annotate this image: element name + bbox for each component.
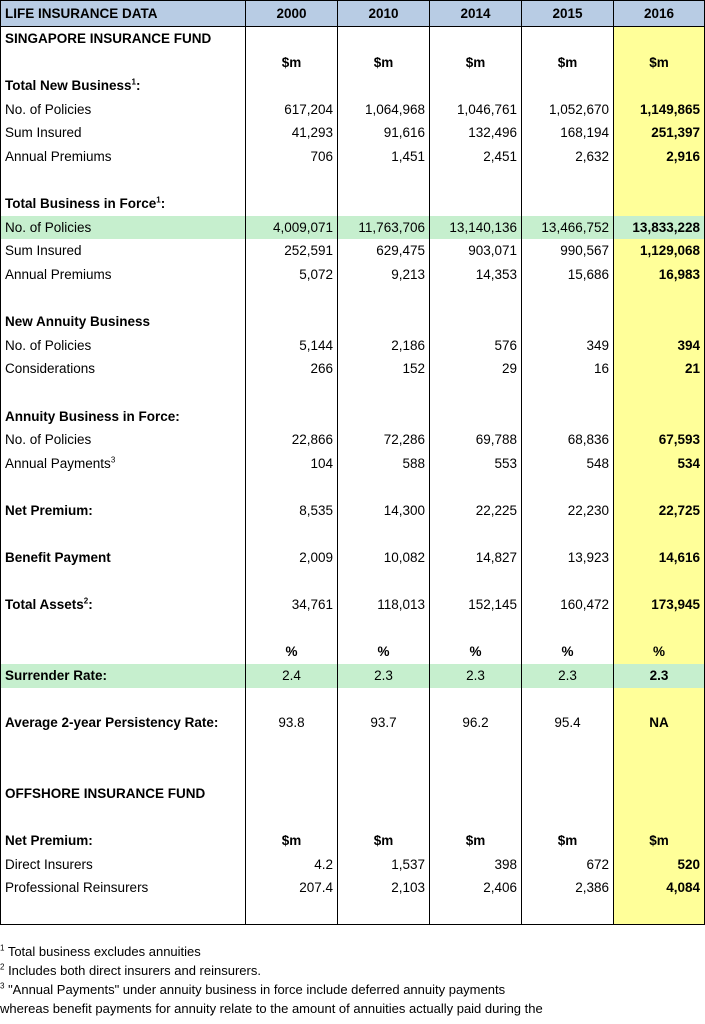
cell-2016 — [614, 310, 705, 334]
row-label — [1, 169, 246, 193]
table-row — [1, 239, 705, 263]
cell-2016 — [614, 27, 705, 51]
cell-2015: 168,194 — [522, 121, 614, 145]
cell-2000 — [246, 287, 338, 311]
cell-2000 — [246, 74, 338, 98]
footnotes — [0, 942, 705, 1018]
cell-2016: $m — [614, 829, 705, 853]
cell-2015 — [522, 782, 614, 806]
cell-2014: 903,071 — [430, 239, 522, 263]
table-title: LIFE INSURANCE DATA — [1, 1, 246, 27]
cell-2010: 1,064,968 — [338, 98, 430, 122]
table-row — [1, 51, 705, 75]
cell-2015 — [522, 806, 614, 830]
cell-2014: 2,406 — [430, 876, 522, 900]
table-row — [1, 74, 705, 98]
row-label: Total Business in Force$^1$: — [1, 192, 246, 216]
row-label: Average 2-year Persistency Rate: — [1, 711, 246, 735]
year-header: 2000 — [246, 1, 338, 27]
cell-2010 — [338, 688, 430, 712]
table-row — [1, 263, 705, 287]
cell-2015: 2.3 — [522, 664, 614, 688]
cell-2016: 173,945 — [614, 593, 705, 617]
cell-2015: 22,230 — [522, 499, 614, 523]
cell-2014 — [430, 735, 522, 759]
cell-2000: 34,761 — [246, 593, 338, 617]
table-row — [1, 381, 705, 405]
cell-2014 — [430, 405, 522, 429]
year-header: 2015 — [522, 1, 614, 27]
table-row — [1, 570, 705, 594]
cell-2015: 1,052,670 — [522, 98, 614, 122]
cell-2014: 2,451 — [430, 145, 522, 169]
cell-2014 — [430, 806, 522, 830]
cell-2010 — [338, 570, 430, 594]
cell-2010 — [338, 735, 430, 759]
table-row — [1, 27, 705, 51]
row-label: Professional Reinsurers — [1, 876, 246, 900]
cell-2000 — [246, 782, 338, 806]
row-label — [1, 735, 246, 759]
table-row — [1, 688, 705, 712]
cell-2014 — [430, 381, 522, 405]
cell-2016 — [614, 475, 705, 499]
cell-2015 — [522, 758, 614, 782]
cell-2000: 41,293 — [246, 121, 338, 145]
row-label: SINGAPORE INSURANCE FUND — [1, 27, 246, 51]
cell-2010: % — [338, 640, 430, 664]
table-row — [1, 310, 705, 334]
row-label: Annual Premiums — [1, 263, 246, 287]
table-row — [1, 98, 705, 122]
cell-2014: % — [430, 640, 522, 664]
table-row — [1, 782, 705, 806]
cell-2014 — [430, 900, 522, 924]
row-label: No. of Policies — [1, 98, 246, 122]
row-label: No. of Policies — [1, 428, 246, 452]
cell-2000: 706 — [246, 145, 338, 169]
cell-2016: 2,916 — [614, 145, 705, 169]
table-row — [1, 617, 705, 641]
cell-2015: 349 — [522, 334, 614, 358]
cell-2000: 207.4 — [246, 876, 338, 900]
cell-2016: 2.3 — [614, 664, 705, 688]
cell-2015 — [522, 522, 614, 546]
table-row — [1, 876, 705, 900]
table-row — [1, 735, 705, 759]
cell-2014: 14,353 — [430, 263, 522, 287]
cell-2000 — [246, 405, 338, 429]
cell-2015: 2,632 — [522, 145, 614, 169]
row-label: No. of Policies — [1, 216, 246, 240]
cell-2010 — [338, 192, 430, 216]
cell-2016: 13,833,228 — [614, 216, 705, 240]
cell-2015: $m — [522, 51, 614, 75]
cell-2015 — [522, 169, 614, 193]
table-body — [1, 27, 705, 925]
table-row — [1, 428, 705, 452]
cell-2016: 394 — [614, 334, 705, 358]
cell-2015 — [522, 27, 614, 51]
cell-2014 — [430, 475, 522, 499]
table-row — [1, 452, 705, 476]
row-label: Sum Insured — [1, 121, 246, 145]
table-row — [1, 758, 705, 782]
cell-2010: 10,082 — [338, 546, 430, 570]
cell-2014 — [430, 74, 522, 98]
cell-2016 — [614, 169, 705, 193]
cell-2016 — [614, 287, 705, 311]
table-row — [1, 829, 705, 853]
year-header: 2010 — [338, 1, 430, 27]
cell-2016: $m — [614, 51, 705, 75]
cell-2016 — [614, 381, 705, 405]
footnote-marker: 2 — [83, 596, 89, 606]
cell-2016: 16,983 — [614, 263, 705, 287]
table-row — [1, 334, 705, 358]
cell-2016 — [614, 735, 705, 759]
cell-2015 — [522, 287, 614, 311]
cell-2016 — [614, 405, 705, 429]
row-label: Considerations — [1, 357, 246, 381]
table-row — [1, 475, 705, 499]
cell-2016 — [614, 522, 705, 546]
cell-2010 — [338, 475, 430, 499]
cell-2016 — [614, 782, 705, 806]
cell-2010: 9,213 — [338, 263, 430, 287]
cell-2014 — [430, 688, 522, 712]
cell-2016: 67,593 — [614, 428, 705, 452]
row-label — [1, 758, 246, 782]
cell-2010: 629,475 — [338, 239, 430, 263]
row-label: Net Premium: — [1, 829, 246, 853]
row-label — [1, 900, 246, 924]
cell-2010: 14,300 — [338, 499, 430, 523]
cell-2015 — [522, 688, 614, 712]
cell-2016: NA — [614, 711, 705, 735]
cell-2000: 2.4 — [246, 664, 338, 688]
row-label — [1, 806, 246, 830]
row-label: Benefit Payment — [1, 546, 246, 570]
cell-2000 — [246, 169, 338, 193]
cell-2000: 22,866 — [246, 428, 338, 452]
cell-2015: 2,386 — [522, 876, 614, 900]
footnote: $^2$ Includes both direct insurers and reinsurers. — [0, 962, 261, 978]
row-label — [1, 688, 246, 712]
cell-2016: 14,616 — [614, 546, 705, 570]
cell-2000: $m — [246, 51, 338, 75]
row-label — [1, 287, 246, 311]
row-label: Annual Premiums — [1, 145, 246, 169]
table-row — [1, 287, 705, 311]
cell-2016: 21 — [614, 357, 705, 381]
cell-2016: 534 — [614, 452, 705, 476]
cell-2010 — [338, 287, 430, 311]
cell-2010 — [338, 27, 430, 51]
row-label — [1, 51, 246, 75]
footnote-marker: 3 — [110, 455, 116, 465]
cell-2015 — [522, 405, 614, 429]
cell-2000 — [246, 688, 338, 712]
cell-2010: 588 — [338, 452, 430, 476]
cell-2015: 548 — [522, 452, 614, 476]
row-label — [1, 522, 246, 546]
table-row — [1, 853, 705, 877]
row-label: Annual Payments$^3$ — [1, 452, 246, 476]
cell-2010 — [338, 405, 430, 429]
year-header: 2014 — [430, 1, 522, 27]
cell-2015: 160,472 — [522, 593, 614, 617]
cell-2000: $m — [246, 829, 338, 853]
row-label: Sum Insured — [1, 239, 246, 263]
cell-2015: 990,567 — [522, 239, 614, 263]
cell-2014 — [430, 27, 522, 51]
cell-2010 — [338, 782, 430, 806]
cell-2014 — [430, 522, 522, 546]
cell-2000: 252,591 — [246, 239, 338, 263]
table-row — [1, 192, 705, 216]
footnote-marker: 1 — [131, 77, 136, 87]
table-row — [1, 664, 705, 688]
cell-2010: 2,186 — [338, 334, 430, 358]
cell-2000 — [246, 310, 338, 334]
cell-2000: 8,535 — [246, 499, 338, 523]
cell-2000 — [246, 758, 338, 782]
cell-2015: 68,836 — [522, 428, 614, 452]
cell-2015 — [522, 475, 614, 499]
cell-2010: 91,616 — [338, 121, 430, 145]
cell-2015: $m — [522, 829, 614, 853]
cell-2000 — [246, 900, 338, 924]
cell-2016 — [614, 192, 705, 216]
cell-2000 — [246, 522, 338, 546]
table-row — [1, 145, 705, 169]
table-row — [1, 546, 705, 570]
row-label: Annuity Business in Force: — [1, 405, 246, 429]
cell-2014: 69,788 — [430, 428, 522, 452]
footnote: $^3$ "Annual Payments" under annuity business in force include deferred annuity payments — [0, 981, 506, 997]
table-row — [1, 169, 705, 193]
footnote: $^1$ Total business excludes annuities — [0, 943, 201, 959]
cell-2000: 2,009 — [246, 546, 338, 570]
cell-2015 — [522, 74, 614, 98]
cell-2010: $m — [338, 51, 430, 75]
cell-2000: % — [246, 640, 338, 664]
cell-2010: 2.3 — [338, 664, 430, 688]
cell-2016 — [614, 570, 705, 594]
row-label — [1, 617, 246, 641]
cell-2000: 104 — [246, 452, 338, 476]
cell-2016 — [614, 900, 705, 924]
cell-2000 — [246, 475, 338, 499]
cell-2010: 1,451 — [338, 145, 430, 169]
cell-2010: 1,537 — [338, 853, 430, 877]
row-label — [1, 475, 246, 499]
row-label: Direct Insurers — [1, 853, 246, 877]
cell-2015: 15,686 — [522, 263, 614, 287]
cell-2010 — [338, 381, 430, 405]
row-label — [1, 381, 246, 405]
row-label: No. of Policies — [1, 334, 246, 358]
cell-2015: 95.4 — [522, 711, 614, 735]
row-label: Surrender Rate: — [1, 664, 246, 688]
cell-2016 — [614, 806, 705, 830]
cell-2015: % — [522, 640, 614, 664]
cell-2014 — [430, 192, 522, 216]
cell-2014: 22,225 — [430, 499, 522, 523]
cell-2010 — [338, 522, 430, 546]
cell-2014 — [430, 169, 522, 193]
cell-2010 — [338, 169, 430, 193]
cell-2000: 5,144 — [246, 334, 338, 358]
cell-2014: 14,827 — [430, 546, 522, 570]
cell-2010: 2,103 — [338, 876, 430, 900]
cell-2015 — [522, 735, 614, 759]
row-label — [1, 570, 246, 594]
cell-2014: 96.2 — [430, 711, 522, 735]
cell-2010 — [338, 806, 430, 830]
cell-2010 — [338, 74, 430, 98]
cell-2014 — [430, 287, 522, 311]
cell-2014: $m — [430, 51, 522, 75]
cell-2014: 152,145 — [430, 593, 522, 617]
cell-2016 — [614, 617, 705, 641]
table-row — [1, 499, 705, 523]
cell-2015: 16 — [522, 357, 614, 381]
footnote-marker: 1 — [156, 195, 161, 205]
cell-2010 — [338, 900, 430, 924]
table-row — [1, 405, 705, 429]
cell-2016 — [614, 688, 705, 712]
cell-2010: $m — [338, 829, 430, 853]
cell-2016: 1,129,068 — [614, 239, 705, 263]
cell-2000 — [246, 806, 338, 830]
cell-2014 — [430, 617, 522, 641]
cell-2016: 4,084 — [614, 876, 705, 900]
cell-2016: 251,397 — [614, 121, 705, 145]
cell-2014: 132,496 — [430, 121, 522, 145]
cell-2016: % — [614, 640, 705, 664]
table-row — [1, 121, 705, 145]
cell-2015 — [522, 570, 614, 594]
table-row — [1, 216, 705, 240]
row-label: Total Assets$^2$: — [1, 593, 246, 617]
cell-2016: 1,149,865 — [614, 98, 705, 122]
cell-2000: 617,204 — [246, 98, 338, 122]
table-row — [1, 640, 705, 664]
cell-2000: 4.2 — [246, 853, 338, 877]
row-label: Total New Business$^1$: — [1, 74, 246, 98]
table-row — [1, 522, 705, 546]
cell-2000 — [246, 27, 338, 51]
cell-2016 — [614, 74, 705, 98]
cell-2015 — [522, 310, 614, 334]
cell-2014 — [430, 758, 522, 782]
cell-2000: 5,072 — [246, 263, 338, 287]
row-label — [1, 640, 246, 664]
cell-2000 — [246, 617, 338, 641]
table-row — [1, 593, 705, 617]
cell-2010 — [338, 758, 430, 782]
table-header-row — [1, 1, 705, 27]
cell-2016: 22,725 — [614, 499, 705, 523]
cell-2000 — [246, 381, 338, 405]
cell-2014: 398 — [430, 853, 522, 877]
cell-2015 — [522, 617, 614, 641]
cell-2014: 576 — [430, 334, 522, 358]
cell-2000: 93.8 — [246, 711, 338, 735]
cell-2000 — [246, 735, 338, 759]
table-row — [1, 357, 705, 381]
cell-2014 — [430, 570, 522, 594]
cell-2014: 29 — [430, 357, 522, 381]
cell-2010 — [338, 617, 430, 641]
cell-2000: 4,009,071 — [246, 216, 338, 240]
cell-2015: 13,466,752 — [522, 216, 614, 240]
cell-2014: 553 — [430, 452, 522, 476]
row-label: OFFSHORE INSURANCE FUND — [1, 782, 246, 806]
cell-2000: 266 — [246, 357, 338, 381]
cell-2010: 93.7 — [338, 711, 430, 735]
cell-2010: 118,013 — [338, 593, 430, 617]
table-row — [1, 806, 705, 830]
cell-2010: 72,286 — [338, 428, 430, 452]
cell-2010: 152 — [338, 357, 430, 381]
cell-2010 — [338, 310, 430, 334]
cell-2014: 1,046,761 — [430, 98, 522, 122]
cell-2015 — [522, 192, 614, 216]
cell-2000 — [246, 570, 338, 594]
cell-2014: 2.3 — [430, 664, 522, 688]
cell-2014: $m — [430, 829, 522, 853]
row-label: New Annuity Business — [1, 310, 246, 334]
year-header: 2016 — [614, 1, 705, 27]
cell-2010: 11,763,706 — [338, 216, 430, 240]
cell-2015: 13,923 — [522, 546, 614, 570]
row-label: Net Premium: — [1, 499, 246, 523]
cell-2015 — [522, 900, 614, 924]
cell-2015: 672 — [522, 853, 614, 877]
footnote: whereas benefit payments for annuity relate to the amount of annuities actually paid during the — [0, 1001, 543, 1016]
cell-2016 — [614, 758, 705, 782]
cell-2015 — [522, 381, 614, 405]
cell-2014 — [430, 310, 522, 334]
table-row — [1, 711, 705, 735]
table-row — [1, 900, 705, 924]
cell-2000 — [246, 192, 338, 216]
cell-2014: 13,140,136 — [430, 216, 522, 240]
cell-2016: 520 — [614, 853, 705, 877]
cell-2014 — [430, 782, 522, 806]
